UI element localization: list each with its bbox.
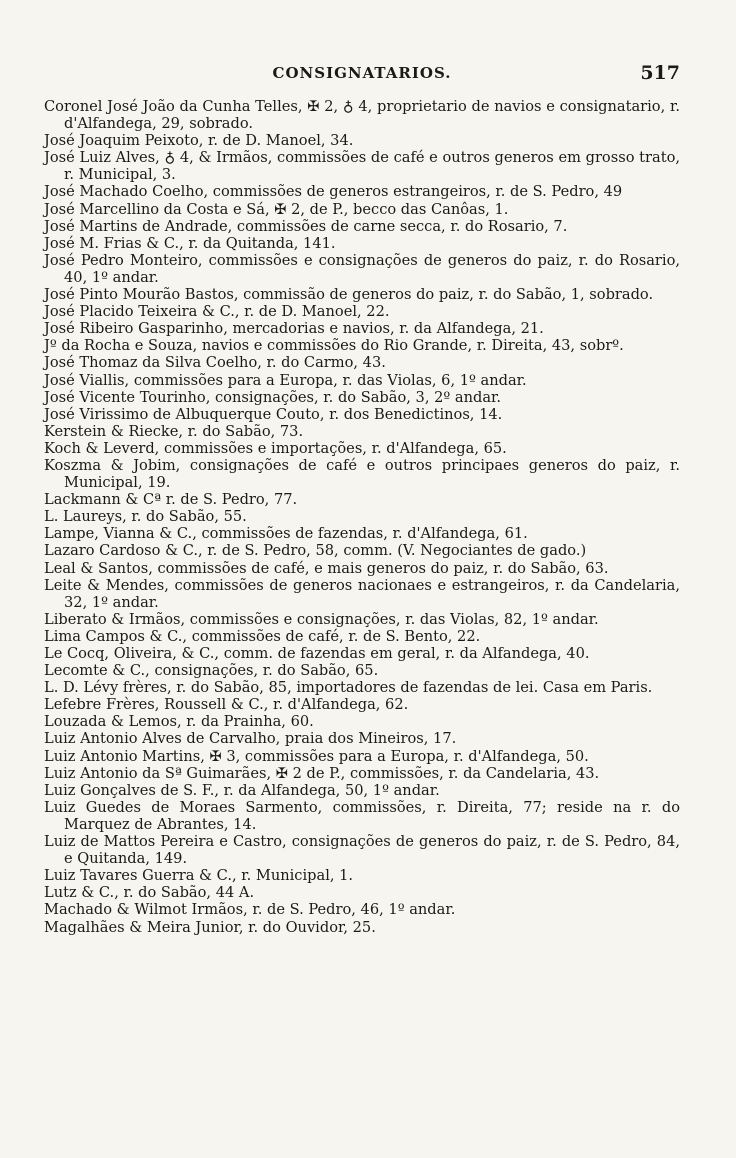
directory-entry: José Vicente Tourinho, consignações, r. do Sabão, 3, 2º andar. xyxy=(44,388,502,406)
page-header xyxy=(44,64,680,88)
directory-entry: José Pedro Monteiro, commissões e consignações de generos do paiz, r. do Rosario, 40, 1º andar. xyxy=(44,251,680,286)
directory-entry: Lampe, Vianna & C., commissões de fazendas, r. d'Alfandega, 61. xyxy=(44,525,528,543)
directory-entry: José Ribeiro Gasparinho, mercadorias e navios, r. da Alfandega, 21. xyxy=(44,320,544,338)
directory-entry: Luiz Tavares Guerra & C., r. Municipal, 1. xyxy=(44,867,354,885)
directory-entry: José Luiz Alves, ♁ 4, & Irmãos, commissões de café e outros generos em grosso trato, r. Municipal, 3. xyxy=(44,149,680,184)
directory-entry: Lackmann & Cª r. de S. Pedro, 77. xyxy=(44,491,298,509)
directory-entry: Leal & Santos, commissões de café, e mais generos do paiz, r. do Sabão, 63. xyxy=(44,559,609,577)
directory-entry: Luiz Antonio Martins, ✠ 3, commissões para a Europa, r. d'Alfandega, 50. xyxy=(44,747,589,765)
directory-entry: L. D. Lévy frères, r. do Sabão, 85, importadores de fazendas de lei. Casa em Paris. xyxy=(44,679,653,697)
directory-entry: José Machado Coelho, commissões de generos estrangeiros, r. de S. Pedro, 49 xyxy=(44,183,623,201)
directory-entry: Lecomte & C., consignações, r. do Sabão, 65. xyxy=(44,662,379,680)
directory-entry: Machado & Wilmot Irmãos, r. de S. Pedro, 46, 1º andar. xyxy=(44,901,456,919)
directory-entry: Koszma & Jobim, consignações de café e outros principaes generos do paiz, r. Municipal, 19. xyxy=(44,456,680,492)
directory-entry: Jº da Rocha e Souza, navios e commissões do Rio Grande, r. Direita, 43, sobrº. xyxy=(44,337,624,355)
directory-entry: Liberato & Irmãos, commissões e consignações, r. das Violas, 82, 1º andar. xyxy=(44,610,599,628)
directory-entry: Luiz de Mattos Pereira e Castro, consignações de generos do paiz, r. de S. Pedro, 84, e Quitanda, 149. xyxy=(44,833,680,868)
directory-entry: Magalhães & Meira Junior, r. do Ouvidor, 25. xyxy=(44,918,376,936)
directory-entry: Lazaro Cardoso & C., r. de S. Pedro, 58, comm. (V. Negociantes de gado.) xyxy=(44,542,587,560)
directory-entry: José Martins de Andrade, commissões de carne secca, r. do Rosario, 7. xyxy=(44,217,568,235)
directory-entry: Kerstein & Riecke, r. do Sabão, 73. xyxy=(44,422,304,440)
directory-entry: Luiz Gonçalves de S. F., r. da Alfandega, 50, 1º andar. xyxy=(44,781,440,799)
directory-entry: José M. Frias & C., r. da Quitanda, 141. xyxy=(44,234,336,252)
directory-entry: Leite & Mendes, commissões de generos nacionaes e estrangeiros, r. da Candelaria, 32, 1º andar. xyxy=(44,576,680,611)
directory-entry: José Pinto Mourão Bastos, commissão de generos do paiz, r. do Sabão, 1, sobrado. xyxy=(44,286,654,304)
directory-entry: José Viallis, commissões para a Europa, r. das Violas, 6, 1º andar. xyxy=(44,371,527,389)
directory-entry: Luiz Antonio da Sª Guimarães, ✠ 2 de P., commissões, r. da Candelaria, 43. xyxy=(44,764,600,782)
directory-entry: Lutz & C., r. do Sabão, 44 A. xyxy=(44,884,255,902)
directory-list xyxy=(44,98,680,936)
directory-entry: José Placido Teixeira & C., r. de D. Manoel, 22. xyxy=(44,303,390,321)
directory-entry: Coronel José João da Cunha Telles, ✠ 2, ♁ 4, proprietario de navios e consignatario, r. d'Alfandega, 29, sobrado. xyxy=(44,98,680,133)
directory-entry: Luiz Guedes de Moraes Sarmento, commissões, r. Direita, 77; reside na r. do Marquez de Abrantes, 14. xyxy=(44,798,680,833)
directory-entry: Lefebre Frères, Roussell & C., r. d'Alfandega, 62. xyxy=(44,696,409,714)
page-number: 517 xyxy=(640,62,680,84)
directory-entry: José Virissimo de Albuquerque Couto, r. dos Benedictinos, 14. xyxy=(44,405,503,423)
directory-entry: José Joaquim Peixoto, r. de D. Manoel, 34. xyxy=(44,132,354,150)
directory-entry: Koch & Leverd, commissões e importações, r. d'Alfandega, 65. xyxy=(44,439,507,457)
directory-entry: Lima Campos & C., commissões de café, r. de S. Bento, 22. xyxy=(44,627,481,645)
running-head: CONSIGNATARIOS. xyxy=(272,64,452,82)
directory-entry: José Thomaz da Silva Coelho, r. do Carmo, 43. xyxy=(44,354,386,372)
directory-entry: Le Cocq, Oliveira, & C., comm. de fazendas em geral, r. da Alfandega, 40. xyxy=(44,645,590,662)
directory-entry: Louzada & Lemos, r. da Prainha, 60. xyxy=(44,713,314,731)
directory-entry: José Marcellino da Costa e Sá, ✠ 2, de P., becco das Canôas, 1. xyxy=(44,200,509,218)
directory-entry: L. Laureys, r. do Sabão, 55. xyxy=(44,508,247,526)
directory-entry: Luiz Antonio Alves de Carvalho, praia dos Mineiros, 17. xyxy=(44,730,457,748)
